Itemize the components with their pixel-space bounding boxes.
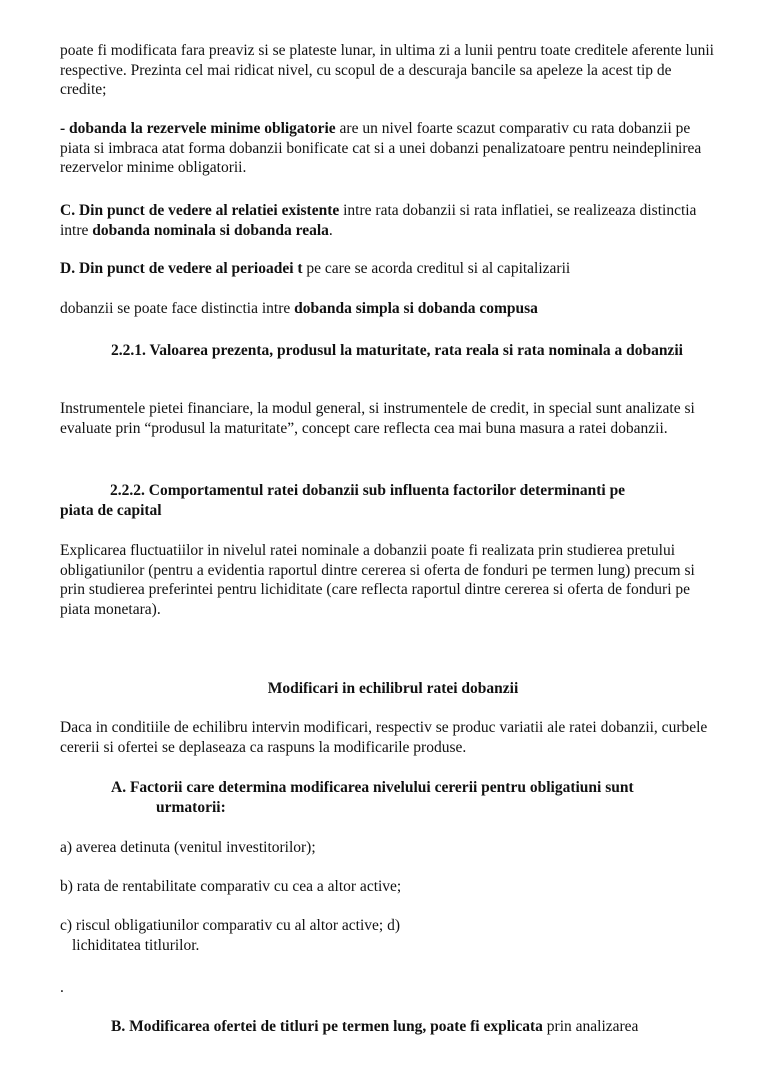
paragraph-text: poate fi modificata fara preaviz si se plateste lunar, in ultima zi a lunii pentru toate creditele aferente lunii respective. Prezinta cel mai ridicat nivel, cu scopul de a descuraja bancile sa apeleze la acest tip de credite; <box>60 42 714 98</box>
heading-text: 2.2.1. Valoarea prezenta, produsul la maturitate, rata reala si rata nominala a dobanzii <box>111 342 683 359</box>
heading-text: Modificari in echilibrul ratei dobanzii <box>267 680 519 697</box>
heading-2-2-1 <box>111 341 711 361</box>
heading-2-2-2 <box>60 481 720 520</box>
paragraph-text: dobanzii se poate face distinctia intre <box>60 300 295 317</box>
paragraph-text: . <box>328 221 333 239</box>
stray-dot <box>60 978 720 998</box>
section-d-label: D. Din punct de vedere al perioadei t <box>60 260 303 277</box>
bold-term: dobanda simpla si dobanda compusa <box>294 300 538 317</box>
list-item-a <box>60 838 720 858</box>
paragraph-section-d <box>60 259 720 279</box>
heading-text: B. Modificarea ofertei de titluri pe termen lung, poate fi explicata <box>111 1018 543 1035</box>
paragraph-section-c <box>60 201 720 240</box>
paragraph-text: pe care se acorda creditul si al capitalizarii <box>302 260 571 277</box>
heading-text: 2.2.2. Comportamentul ratei dobanzii sub influenta factorilor determinanti pe <box>110 482 626 499</box>
paragraph-text: are un nivel foarte scazut comparativ cu rata dobanzii pe piata si imbraca atat forma dobanzii bonificate cat si a unei dobanzi penalizatoare pentru neindeplinirea rezervelor minime obligatorii. <box>60 120 702 176</box>
paragraph-text: Explicarea fluctuatiilor in nivelul ratei nominale a dobanzii poate fi realizata prin studierea pretului obligatiunilor (pentru a evidentia raportul dintre cererea si oferta de fonduri pe termen lung) precum si prin studierea preferintei pentru lichiditate (care reflecta raportul dintre cererea si oferta de fonduri pe piata monetara). <box>60 542 695 618</box>
paragraph-text: prin analizarea <box>542 1018 639 1035</box>
heading-text: A. Factorii care determina modificarea nivelului cererii pentru obligatiuni sunt <box>111 779 634 796</box>
heading-factor-a <box>111 778 711 817</box>
heading-centered <box>60 679 726 699</box>
list-text: lichiditatea titlurilor. <box>72 936 200 954</box>
paragraph-reserve-interest <box>60 119 720 178</box>
heading-text: urmatorii: <box>156 798 226 816</box>
list-item-b <box>60 877 720 897</box>
paragraph-text: . <box>60 979 64 996</box>
paragraph-lombard-interest <box>60 41 720 100</box>
bold-term: - dobanda la rezervele minime obligatorie <box>60 120 336 137</box>
list-item-c-d <box>60 916 720 955</box>
section-c-label: C. Din punct de vedere al relatiei existente <box>60 202 340 219</box>
paragraph-text: intre rata dobanzii si rata inflatiei, se realizeaza distinctia intre <box>60 202 697 239</box>
list-text: a) averea detinuta (venitul investitorilor); <box>60 839 316 856</box>
paragraph-simple-compound <box>60 299 720 319</box>
list-text: c) riscul obligatiunilor comparativ cu al altor active; d) <box>60 917 401 934</box>
paragraph-text: Daca in conditiile de echilibru intervin modificari, respectiv se produc variatii ale ratei dobanzii, curbele cererii si ofertei se deplaseaza ca raspuns la modificarile produse. <box>60 719 708 756</box>
paragraph-text: Instrumentele pietei financiare, la modul general, si instrumentele de credit, in special sunt analizate si evaluate prin “produsul la maturitate”, concept care reflecta cea mai buna masura a ratei dobanzii. <box>60 400 695 437</box>
heading-text: piata de capital <box>60 501 162 519</box>
heading-factor-b <box>111 1017 711 1037</box>
paragraph-fluctuations <box>60 541 720 619</box>
paragraph-maturity-yield <box>60 399 720 438</box>
paragraph-equilibrium <box>60 718 720 757</box>
bold-term: dobanda nominala si dobanda reala <box>92 221 329 239</box>
list-text: b) rata de rentabilitate comparativ cu cea a altor active; <box>60 878 402 895</box>
